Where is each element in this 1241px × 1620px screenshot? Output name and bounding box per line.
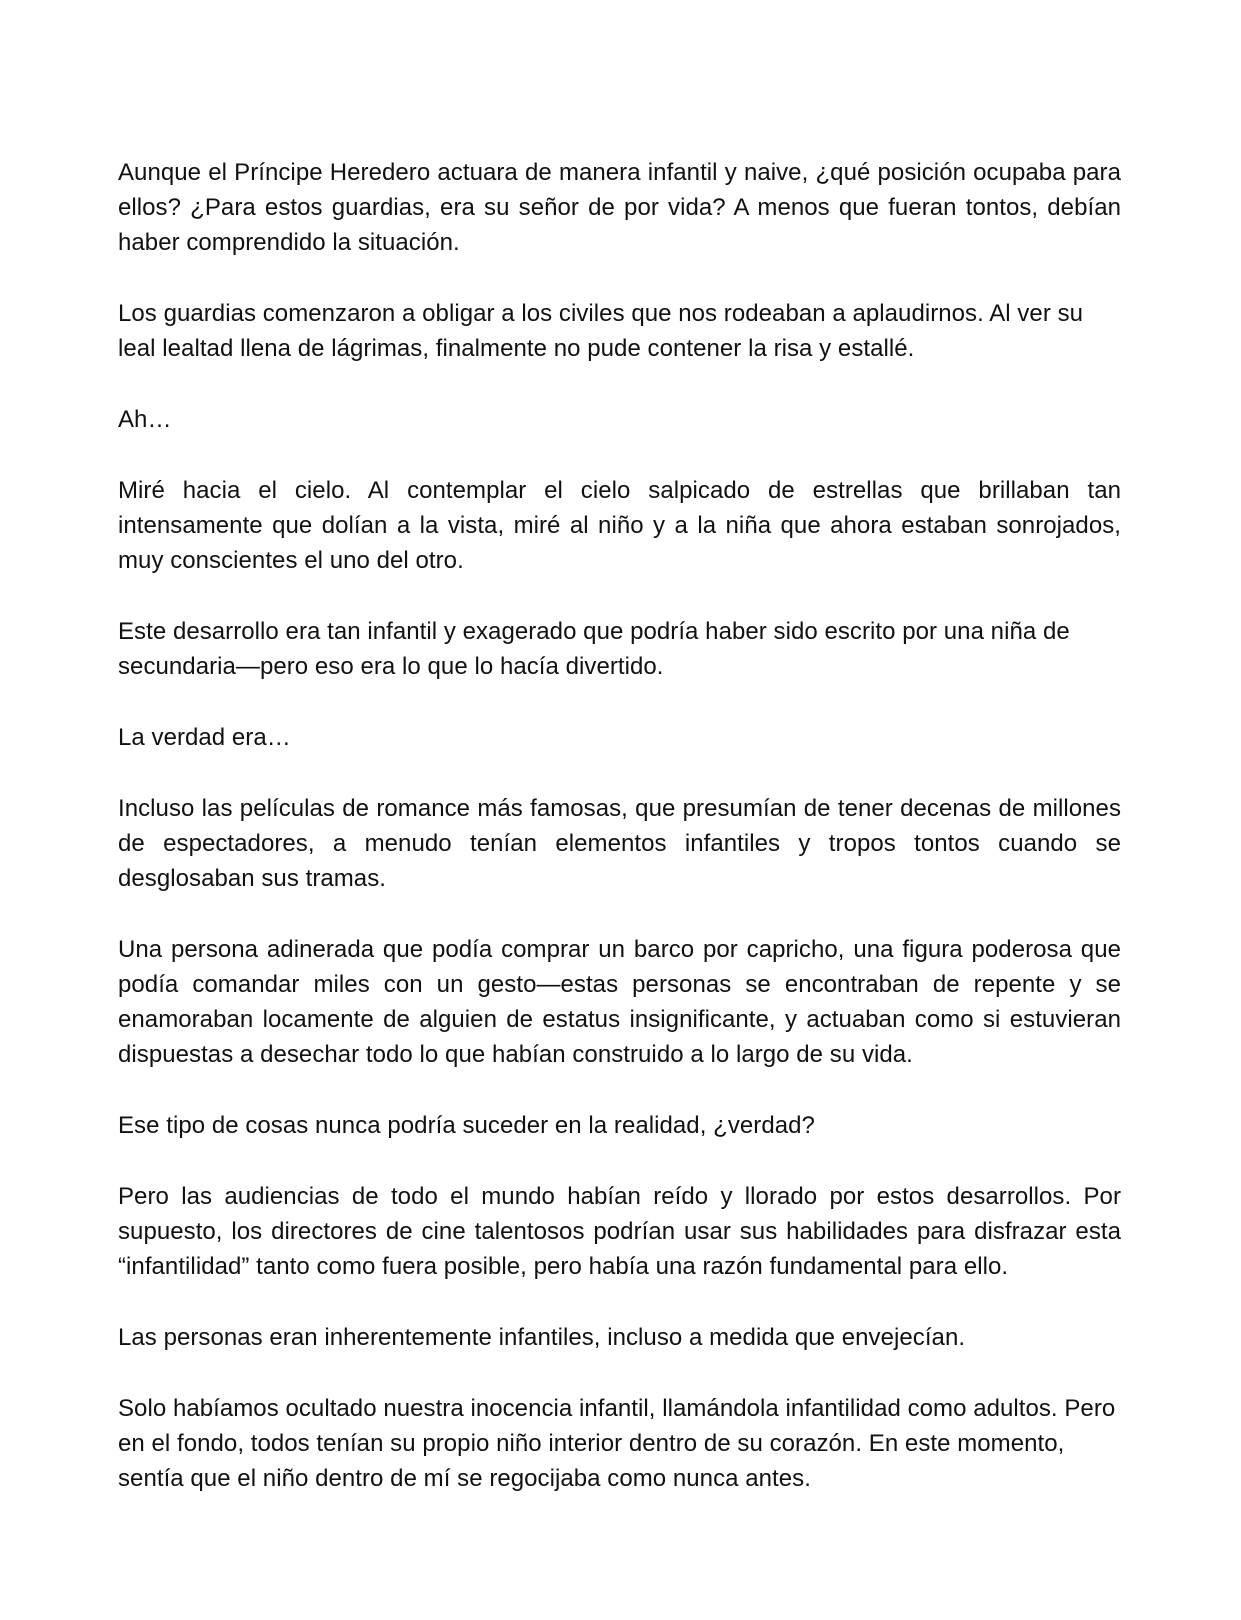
paragraph-5: Este desarrollo era tan infantil y exagerado que podría haber sido escrito por una niña de secundaria—pero eso era lo que lo hacía divertido.: [118, 618, 1070, 680]
paragraph-8: Una persona adinerada que podía comprar un barco por capricho, una figura poderosa que podía comandar miles con un gesto—estas personas se encontraban de repente y se enamoraban locamente de alguien de estatus insignificante, y actuaban como si estuvieran dispuestas a desechar todo lo que habían construido a lo largo de su vida.: [118, 936, 1121, 1068]
paragraph-2: Los guardias comenzaron a obligar a los civiles que nos rodeaban a aplaudirnos. Al ver su leal lealtad llena de lágrimas, finalmente no pude contener la risa y estallé.: [118, 300, 1084, 362]
paragraph-4: Miré hacia el cielo. Al contemplar el cielo salpicado de estrellas que brillaban tan intensamente que dolían a la vista, miré al niño y a la niña que ahora estaban sonrojados, muy conscientes el uno del otro.: [118, 477, 1121, 574]
paragraph-1: Aunque el Príncipe Heredero actuara de manera infantil y naive, ¿qué posición ocupaba para ellos? ¿Para estos guardias, era su señor de por vida? A menos que fueran tontos, debían haber comprendido la situación.: [118, 159, 1121, 256]
paragraph-6: La verdad era…: [118, 724, 291, 751]
paragraph-9: Ese tipo de cosas nunca podría suceder en la realidad, ¿verdad?: [118, 1112, 815, 1139]
paragraph-10: Pero las audiencias de todo el mundo habían reído y llorado por estos desarrollos. Por supuesto, los directores de cine talentosos podrían usar sus habilidades para disfrazar esta “infantilidad” tanto como fuera posible, pero había una razón fundamental para ello.: [118, 1183, 1121, 1280]
paragraph-11: Las personas eran inherentemente infantiles, incluso a medida que envejecían.: [118, 1324, 966, 1351]
paragraph-12: Solo habíamos ocultado nuestra inocencia infantil, llamándola infantilidad como adultos. Pero en el fondo, todos tenían su propio niño interior dentro de su corazón. En este momento, sentía que el niño dentro de mí se regocijaba como nunca antes.: [118, 1395, 1116, 1492]
paragraph-7: Incluso las películas de romance más famosas, que presumían de tener decenas de millones de espectadores, a menudo tenían elementos infantiles y tropos tontos cuando se desglosaban sus tramas.: [118, 795, 1121, 892]
paragraph-3: Ah…: [118, 406, 172, 433]
